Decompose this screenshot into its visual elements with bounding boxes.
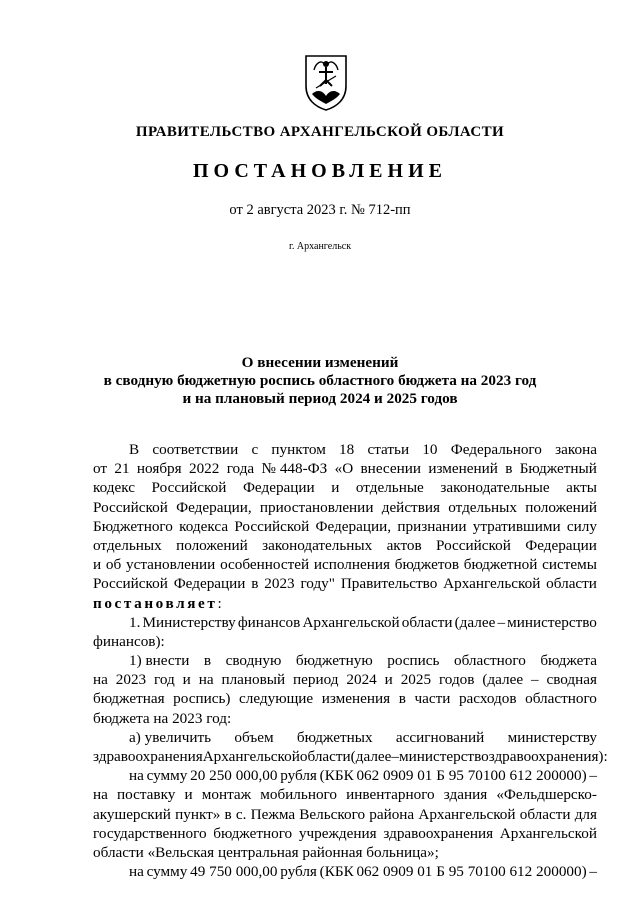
body-word: (КБК <box>319 767 354 785</box>
body-word: 2022 <box>188 460 220 478</box>
body-word: Архангельской <box>302 613 400 631</box>
body-word: поставку <box>117 786 176 804</box>
body-word: положений <box>525 498 597 516</box>
body-line <box>93 766 597 785</box>
body-word: бюджетов <box>394 556 460 574</box>
body-word: района <box>369 805 415 823</box>
body-word: (далее <box>482 671 524 689</box>
body-word: в <box>224 805 232 823</box>
body-word: областного <box>453 652 526 670</box>
body-word: и <box>384 671 393 689</box>
body-word: Федерального <box>450 441 542 458</box>
body-word: ассигнований <box>395 728 485 746</box>
body-word: рубля <box>280 863 317 881</box>
body-word: Федерации, <box>315 517 392 535</box>
body-word: следующие <box>239 690 314 708</box>
body-word: (далее <box>350 748 392 765</box>
body-word: Бюджетный <box>519 460 597 478</box>
body-word: и <box>184 786 193 804</box>
body-word: здравоохранения <box>93 748 203 765</box>
body-word: 2023 <box>115 671 147 689</box>
body-word: Архангельской <box>202 748 300 765</box>
body-word: период <box>293 671 339 689</box>
body-word: актов <box>386 536 422 554</box>
body-word: на <box>129 767 144 785</box>
body-line <box>93 478 597 497</box>
body-word: здравоохранения <box>383 824 494 842</box>
body-word: министерство <box>507 613 597 631</box>
body-word: с <box>251 441 259 458</box>
body-word: законодательные <box>440 479 550 497</box>
body-word: изменения <box>321 690 391 708</box>
body-word: 062 0909 01 Б 95 70100 612 200000) <box>356 863 587 881</box>
body-word: монтаж <box>201 786 252 804</box>
body-word: Федерации, <box>176 498 252 516</box>
body-word: «Фельдшерско- <box>496 786 597 804</box>
body-word: силу <box>566 517 597 535</box>
body-word: 2024 <box>346 671 377 689</box>
body-word: об <box>105 556 122 574</box>
body-word: год <box>154 671 175 689</box>
body-word: особенностей <box>220 556 310 574</box>
body-word: Бюджетного <box>93 517 173 535</box>
body-word: с. <box>235 805 247 823</box>
body-word: плановый <box>221 671 286 689</box>
body-word: здания <box>443 786 488 804</box>
body-word: положений <box>176 536 248 554</box>
body-line <box>93 824 597 843</box>
body-word: части <box>414 690 451 708</box>
coat-of-arms-emblem <box>302 52 350 112</box>
document-body <box>93 440 608 881</box>
body-line <box>93 440 597 459</box>
body-word: в <box>203 652 212 670</box>
body-word: кодекса <box>179 517 229 535</box>
body-word: роспись) <box>173 690 231 708</box>
body-word: от <box>93 460 108 478</box>
body-line <box>93 728 597 747</box>
body-word: Российской <box>234 517 310 535</box>
body-word: а) увеличить <box>129 728 212 746</box>
body-line <box>93 862 597 881</box>
body-word: государственного <box>93 824 207 842</box>
body-word: 062 0909 01 Б 95 70100 612 200000) <box>356 767 587 785</box>
date-and-number: от 2 августа 2023 г. № 712-пп <box>229 202 411 218</box>
body-word: бюджетного <box>213 824 293 842</box>
body-word: закона <box>555 441 597 458</box>
body-word: 10 <box>422 441 438 458</box>
body-word: сводная <box>546 671 597 689</box>
body-word: отдельных <box>93 536 162 554</box>
body-word: рубля <box>280 767 317 785</box>
body-word: сумму <box>146 863 188 881</box>
government-name: ПРАВИТЕЛЬСТВО АРХАНГЕЛЬСКОЙ ОБЛАСТИ <box>135 124 505 140</box>
body-line <box>93 594 597 613</box>
body-word: системы <box>542 556 597 574</box>
body-word: расходов <box>458 690 517 708</box>
body-word: Российской <box>93 498 168 516</box>
body-word: – <box>391 748 399 765</box>
body-word: отдельные <box>355 479 424 497</box>
body-word: для <box>574 805 597 823</box>
body-word: В <box>129 441 140 458</box>
body-word: министерство <box>398 748 489 765</box>
body-line: области «Вельская центральная районная больница»; <box>93 843 439 861</box>
body-line <box>93 651 597 670</box>
body-line <box>93 536 597 555</box>
body-line <box>93 689 597 708</box>
body-word: – <box>530 671 539 689</box>
body-word: внесении <box>360 460 421 478</box>
document-title <box>60 354 580 408</box>
body-word: № 448-ФЗ <box>261 460 328 478</box>
body-word: году" <box>300 575 335 593</box>
body-word: Архангельской <box>418 805 516 823</box>
city-name: г. Архангельск <box>288 241 352 252</box>
body-word: пункт» <box>175 805 221 823</box>
body-word: утратившими <box>472 517 561 535</box>
body-word: областного <box>525 690 597 708</box>
body-word: (далее <box>454 613 496 631</box>
body-line <box>93 459 597 478</box>
body-word: акушерский <box>93 805 171 823</box>
body-word: мобильного <box>260 786 337 804</box>
decree-keyword: постановляет <box>93 594 218 612</box>
body-word: сводную <box>225 652 282 670</box>
body-word: области <box>401 613 453 631</box>
body-word: 2025 <box>400 671 432 689</box>
body-word: – <box>589 767 597 785</box>
body-word: области <box>546 575 597 593</box>
body-line <box>93 805 597 824</box>
body-word: 18 <box>339 441 355 458</box>
body-word: на <box>129 863 144 881</box>
body-word: изменений <box>428 460 498 478</box>
body-word: отдельных <box>448 498 517 516</box>
body-word: на <box>93 671 108 689</box>
body-word: законодательных <box>262 536 373 554</box>
body-word: соответствии <box>152 441 239 458</box>
body-word: исполнения <box>313 556 390 574</box>
body-line <box>93 785 597 804</box>
body-word: области <box>299 748 351 765</box>
body-word: 20 250 000,00 <box>190 767 278 785</box>
title-line: О внесении изменений <box>241 354 399 371</box>
body-text: : <box>217 594 222 612</box>
body-word: «О <box>334 460 354 478</box>
body-word: министерству <box>507 728 597 746</box>
body-line <box>93 517 597 536</box>
body-word: 49 750 000,00 <box>190 863 278 881</box>
body-word: бюджетных <box>296 728 373 746</box>
body-word: Российской <box>436 536 511 554</box>
body-word: Федерации <box>525 536 597 554</box>
body-word: учреждения <box>298 824 377 842</box>
body-line <box>93 670 597 689</box>
body-word: финансов <box>237 613 301 631</box>
body-word: инвентарного <box>346 786 435 804</box>
body-word: пунктом <box>271 441 326 458</box>
body-word: года <box>226 460 255 478</box>
body-word: и <box>93 556 102 574</box>
body-line: бюджета на 2023 год: <box>93 709 232 727</box>
body-word: (КБК <box>319 863 354 881</box>
body-word: – <box>497 613 506 631</box>
body-word: 2023 <box>264 575 295 593</box>
body-word: Федерации <box>242 479 315 497</box>
body-line <box>93 613 597 632</box>
body-word: и <box>182 671 191 689</box>
body-word: действия <box>381 498 440 516</box>
body-word: статьи <box>367 441 410 458</box>
body-word: сумму <box>146 767 188 785</box>
body-word: акты <box>566 479 597 497</box>
body-line <box>93 555 597 574</box>
body-word: ноября <box>136 460 182 478</box>
body-line <box>93 498 597 517</box>
body-word: 1) внести <box>129 652 190 670</box>
body-line: финансов): <box>93 632 165 650</box>
body-word: 21 <box>114 460 130 478</box>
body-word: годов <box>438 671 475 689</box>
body-word: в <box>251 575 259 593</box>
body-word: бюджетная <box>93 690 165 708</box>
body-word: Пежма <box>250 805 296 823</box>
body-word: в <box>398 690 406 708</box>
body-word: Федерации <box>173 575 246 593</box>
body-word: Правительство <box>340 575 438 593</box>
title-line: и на плановый период 2024 и 2025 годов <box>182 390 458 407</box>
body-word: Российской <box>151 479 227 497</box>
body-word: признании <box>397 517 467 535</box>
body-word: Министерству <box>142 613 236 631</box>
body-word: в <box>505 460 513 478</box>
body-word: на <box>198 671 214 689</box>
body-word: роспись <box>387 652 440 670</box>
body-word: Архангельской <box>499 824 597 842</box>
body-word: и <box>331 479 340 497</box>
body-word: объем <box>234 728 274 746</box>
body-word: 1. <box>129 613 141 631</box>
body-word: бюджетную <box>295 652 373 670</box>
body-word: кодекс <box>93 479 135 497</box>
title-line: в сводную бюджетную роспись областного бюджета на 2023 год <box>103 372 537 389</box>
body-word: Российской <box>93 575 168 593</box>
body-word: – <box>589 863 597 881</box>
body-word: приостановлении <box>259 498 374 516</box>
document-type: ПОСТАНОВЛЕНИЕ <box>193 160 447 182</box>
body-word: установлении <box>126 556 216 574</box>
body-word: на <box>93 786 108 804</box>
body-word: бюджетной <box>463 556 538 574</box>
body-word: Вельского <box>299 805 366 823</box>
body-word: здравоохранения): <box>488 748 608 765</box>
body-line <box>93 747 608 766</box>
body-word: Архангельской <box>443 575 541 593</box>
body-word: области <box>519 805 571 823</box>
body-word: бюджета <box>540 652 597 670</box>
body-line <box>93 574 597 593</box>
